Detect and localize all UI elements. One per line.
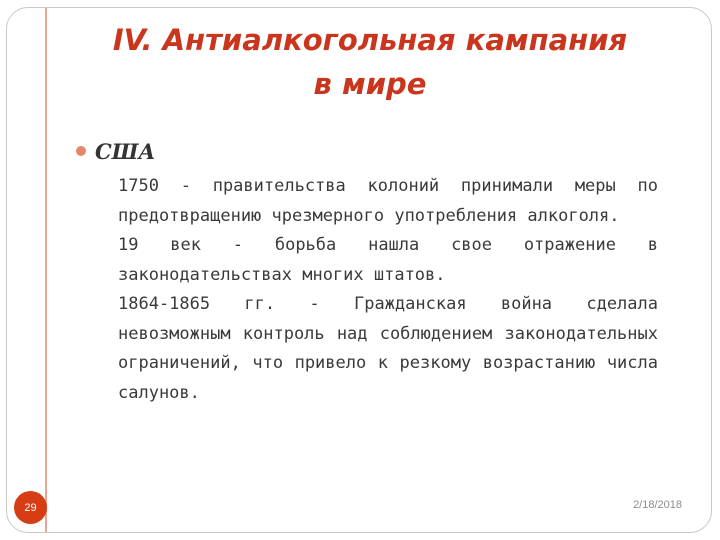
- slide-date: 2/18/2018: [633, 499, 682, 511]
- title-line-1: IV. Антиалкогольная кампания: [112, 23, 628, 57]
- body-text: [118, 172, 658, 408]
- paragraph-19-century: 19 век - борьба нашла свое отражение в законодательствах многих штатов.: [118, 235, 658, 285]
- page-number-badge: 29: [14, 491, 47, 524]
- paragraph-1750: 1750 - правительства колоний принимали меры по предотвращению чрезмерного употребления алкоголя.: [118, 176, 658, 226]
- bullet-label: США: [95, 138, 156, 164]
- bullet-item: [76, 136, 155, 166]
- paragraph-civil-war: 1864-1865 гг. - Гражданская война сделала невозможным контроль над соблюдением законодательных ограничений, что привело к резкому возрастанию числа салунов.: [118, 294, 658, 403]
- slide-title: [70, 18, 670, 106]
- accent-bar: [45, 8, 47, 532]
- bullet-dot-icon: [76, 146, 86, 156]
- title-line-2: в мире: [313, 67, 427, 101]
